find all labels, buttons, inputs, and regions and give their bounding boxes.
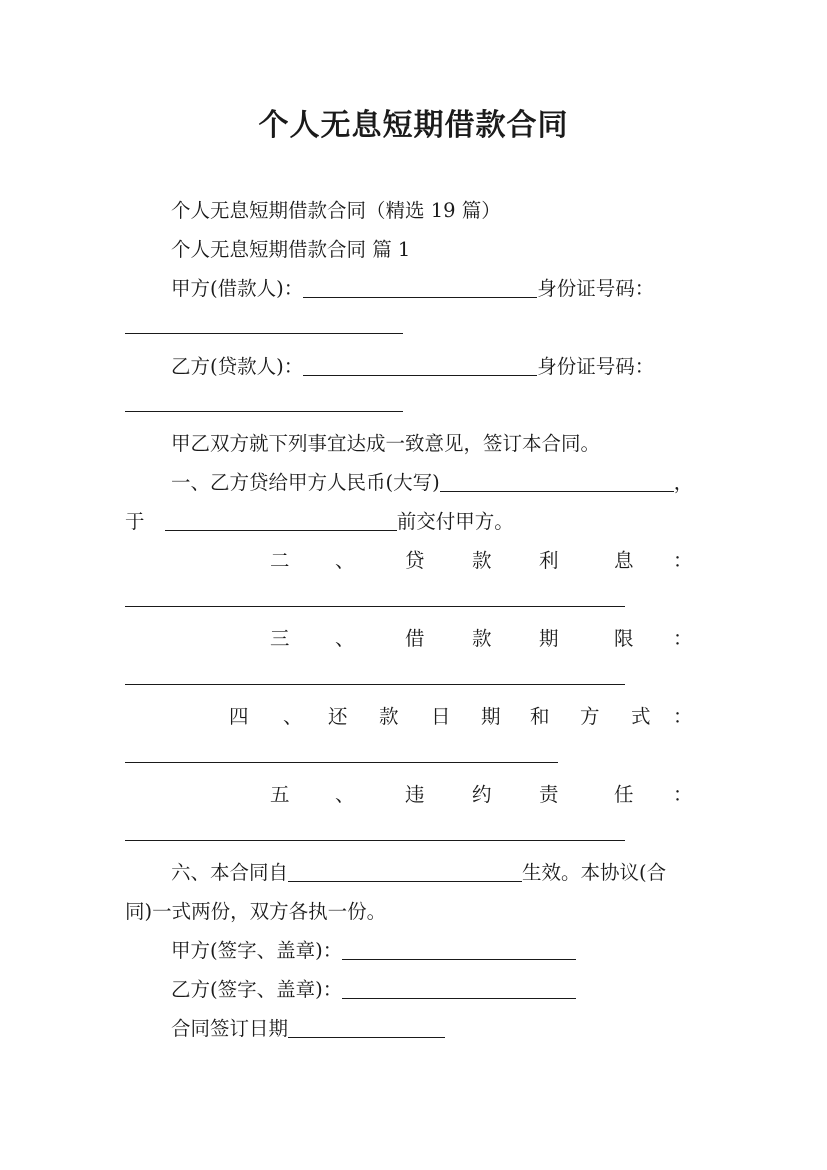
clause-6-prefix: 六、本合同自	[171, 861, 289, 884]
party-a-id-label: 身份证号码：	[537, 277, 655, 300]
sign-b-label: 乙方(签字、盖章)：	[171, 978, 343, 1001]
clause-3-char: 期	[539, 627, 559, 650]
clause-4-char: 款	[379, 705, 399, 728]
clause-2-char: 款	[472, 549, 492, 572]
clause-1-comma: ，	[673, 471, 694, 494]
clause-4-char: 日	[431, 705, 451, 728]
delivery-date-blank[interactable]	[165, 509, 397, 531]
clause-4-char: 式	[631, 705, 651, 728]
clause-1-line1	[171, 469, 705, 497]
clause-3-char: 限	[614, 627, 634, 650]
clause-5-char: 五	[270, 783, 290, 806]
sign-b-blank[interactable]	[342, 977, 576, 999]
clause-5-heading	[125, 781, 693, 809]
clause-4-char: 期	[481, 705, 501, 728]
clause-5-char: 、	[335, 783, 355, 806]
document-title: 个人无息短期借款合同	[258, 108, 569, 143]
clause-3-char: 、	[335, 627, 355, 650]
effective-date-blank[interactable]	[288, 860, 522, 882]
party-b-label: 乙方(贷款人)：	[171, 355, 304, 378]
clause-5-char: 违	[405, 783, 425, 806]
clause-6-line2: 同)一式两份，双方各执一份。	[125, 900, 387, 923]
party-b-id-label: 身份证号码：	[537, 355, 655, 378]
clause-1-prefix: 一、乙方贷给甲方人民币(大写)	[171, 471, 440, 494]
clause-4-char: 四	[229, 705, 249, 728]
party-a-line	[171, 275, 705, 303]
party-b-line	[171, 353, 705, 381]
party-a-label: 甲方(借款人)：	[171, 277, 304, 300]
clause-2-heading	[125, 547, 693, 575]
liability-blank[interactable]	[125, 840, 625, 841]
sign-a-line	[171, 937, 705, 965]
interest-blank[interactable]	[125, 606, 625, 607]
section-heading: 个人无息短期借款合同 篇 1	[171, 238, 411, 261]
clause-3-char: ：	[673, 627, 693, 650]
clause-3-char: 款	[472, 627, 492, 650]
clause-5-char: 约	[472, 783, 492, 806]
clause-1-suffix: 前交付甲方。	[396, 510, 514, 533]
clause-1-line2	[125, 508, 705, 536]
sign-a-label: 甲方(签字、盖章)：	[171, 939, 343, 962]
clause-3-heading	[125, 625, 693, 653]
clause-4-char: 和	[530, 705, 550, 728]
sign-b-line	[171, 976, 705, 1004]
party-b-id-blank[interactable]	[125, 411, 403, 412]
clause-2-char: 二	[270, 549, 290, 572]
clause-4-char: 方	[580, 705, 600, 728]
clause-6-suffix: 生效。本协议(合	[522, 861, 667, 884]
clause-4-char: ：	[673, 705, 693, 728]
clause-2-char: 贷	[405, 549, 425, 572]
loan-amount-blank[interactable]	[440, 470, 674, 492]
sign-a-blank[interactable]	[342, 938, 576, 960]
sign-date-label: 合同签订日期	[171, 1017, 289, 1040]
party-a-name-blank[interactable]	[303, 276, 537, 298]
intro-text: 甲乙双方就下列事宜达成一致意见，签订本合同。	[171, 432, 601, 455]
clause-4-char: 还	[328, 705, 348, 728]
sign-date-line	[171, 1015, 705, 1043]
clause-2-char: 、	[335, 549, 355, 572]
clause-2-char: 息	[614, 549, 634, 572]
loan-term-blank[interactable]	[125, 684, 625, 685]
clause-4-char: 、	[283, 705, 303, 728]
clause-3-char: 三	[270, 627, 290, 650]
sign-date-blank[interactable]	[288, 1016, 445, 1038]
clause-2-char: 利	[539, 549, 559, 572]
clause-5-char: 责	[539, 783, 559, 806]
party-a-id-blank[interactable]	[125, 333, 403, 334]
document-subtitle: 个人无息短期借款合同（精选 19 篇）	[171, 199, 501, 222]
party-b-name-blank[interactable]	[303, 354, 537, 376]
clause-6-line1	[171, 859, 705, 887]
clause-5-char: 任	[614, 783, 634, 806]
clause-2-char: ：	[673, 549, 693, 572]
clause-1-yu: 于	[125, 510, 145, 533]
clause-3-char: 借	[405, 627, 425, 650]
clause-4-heading	[125, 703, 693, 731]
clause-5-char: ：	[673, 783, 693, 806]
repayment-blank[interactable]	[125, 762, 558, 763]
